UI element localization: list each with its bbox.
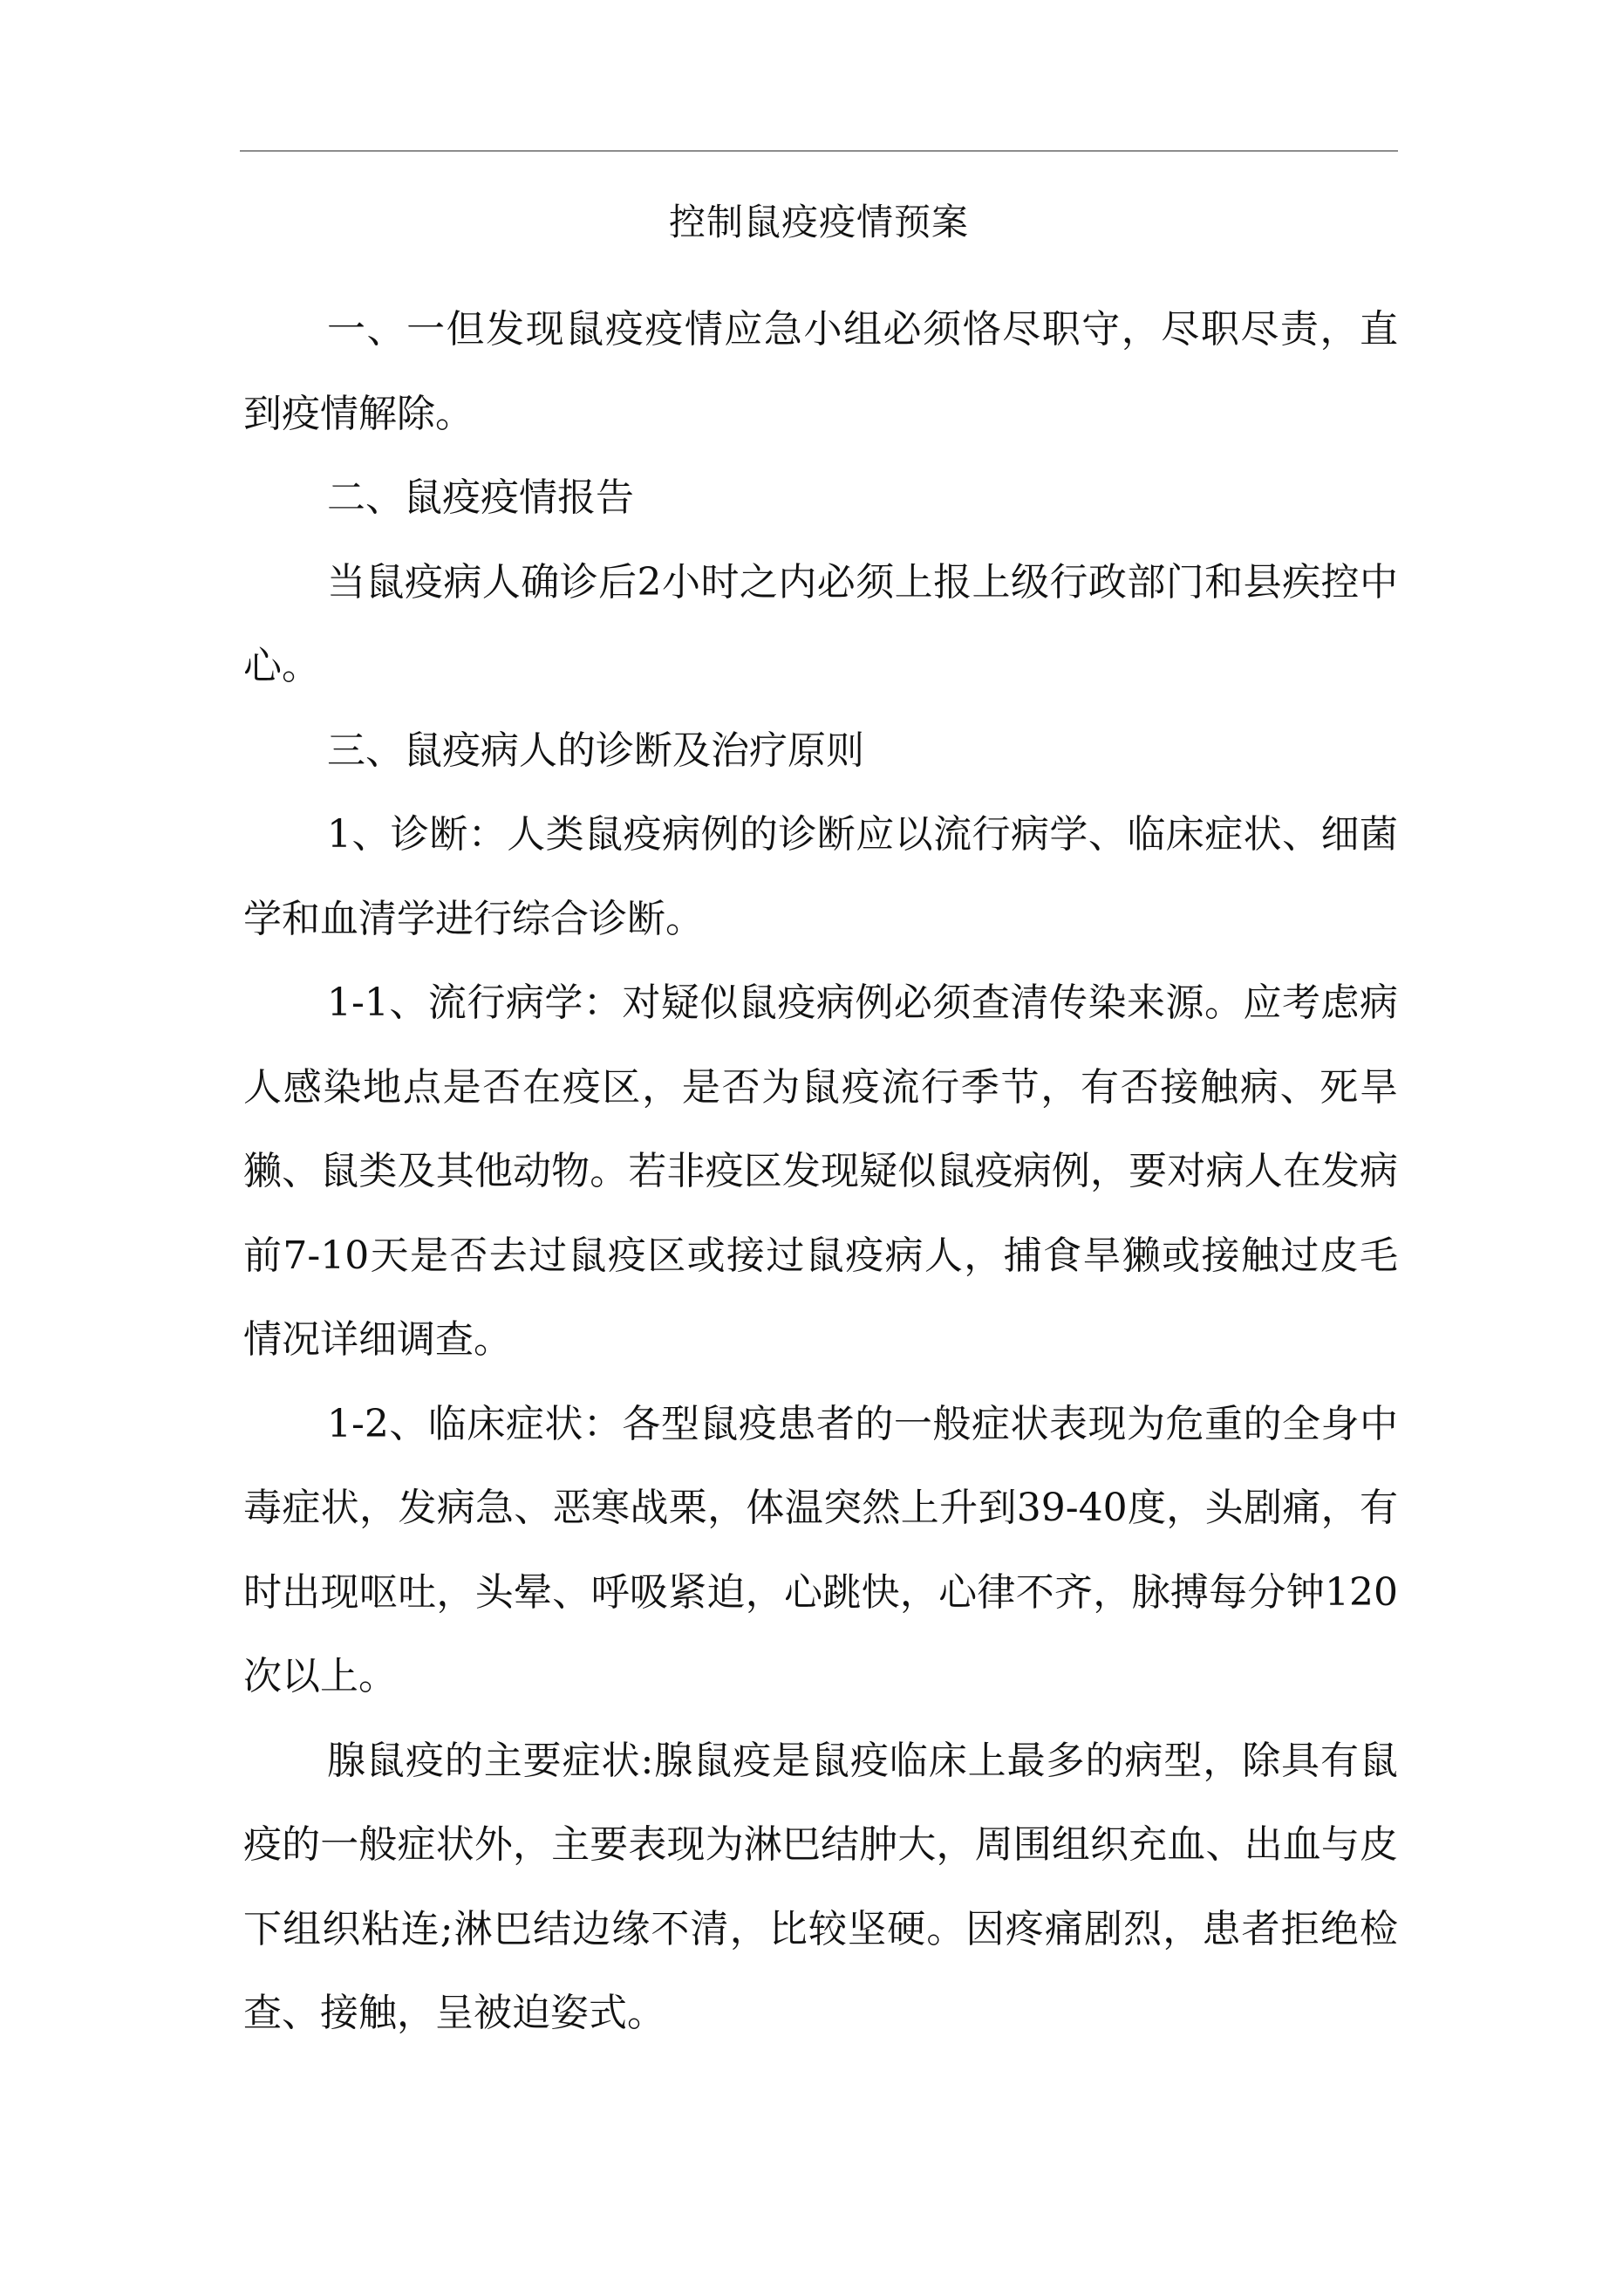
paragraph-8: 腺鼠疫的主要症状:腺鼠疫是鼠疫临床上最多的病型，除具有鼠疫的一般症状外，主要表现为淋巴结肿大，周围组织充血、出血与皮下组织粘连;淋巴结边缘不清，比较坚硬。因疼痛剧烈，患者拒绝检查、接触，呈被迫姿式。 [243,1738,1398,2035]
paragraph-4: 三、鼠疫病人的诊断及治疗原则 [327,728,864,773]
paragraph-5: 1、诊断：人类鼠疫病例的诊断应以流行病学、临床症状、细菌学和血清学进行综合诊断。 [243,812,1398,941]
document-title: 控制鼠疫疫情预案 [668,201,969,243]
paragraph-2: 二、鼠疫疫情报告 [327,475,634,520]
paragraph-1: 一、一但发现鼠疫疫情应急小组必须恪尽职守，尽职尽责，直到疫情解除。 [243,307,1398,436]
paragraph-7: 1-2、临床症状：各型鼠疫患者的一般症状表现为危重的全身中毒症状，发病急、恶寒战栗，体温突然上升到39-40度，头剧痛，有时出现呕吐，头晕、呼吸紧迫，心跳快，心律不齐，脉搏每分钟120次以上。 [243,1401,1398,1698]
paragraph-3: 当鼠疫病人确诊后2小时之内必须上报上级行政部门和县疾控中心。 [243,559,1398,688]
header-divider [240,150,1398,152]
document-body [243,288,1398,2056]
paragraph-6: 1-1、流行病学：对疑似鼠疫病例必须查清传染来源。应考虑病人感染地点是否在疫区，是否为鼠疫流行季节，有否接触病、死旱獭、鼠类及其他动物。若非疫区发现疑似鼠疫病例，要对病人在发病前7-10天是否去过鼠疫区或接过鼠疫病人，捕食旱獭或接触过皮毛情况详细调查。 [243,981,1398,1362]
